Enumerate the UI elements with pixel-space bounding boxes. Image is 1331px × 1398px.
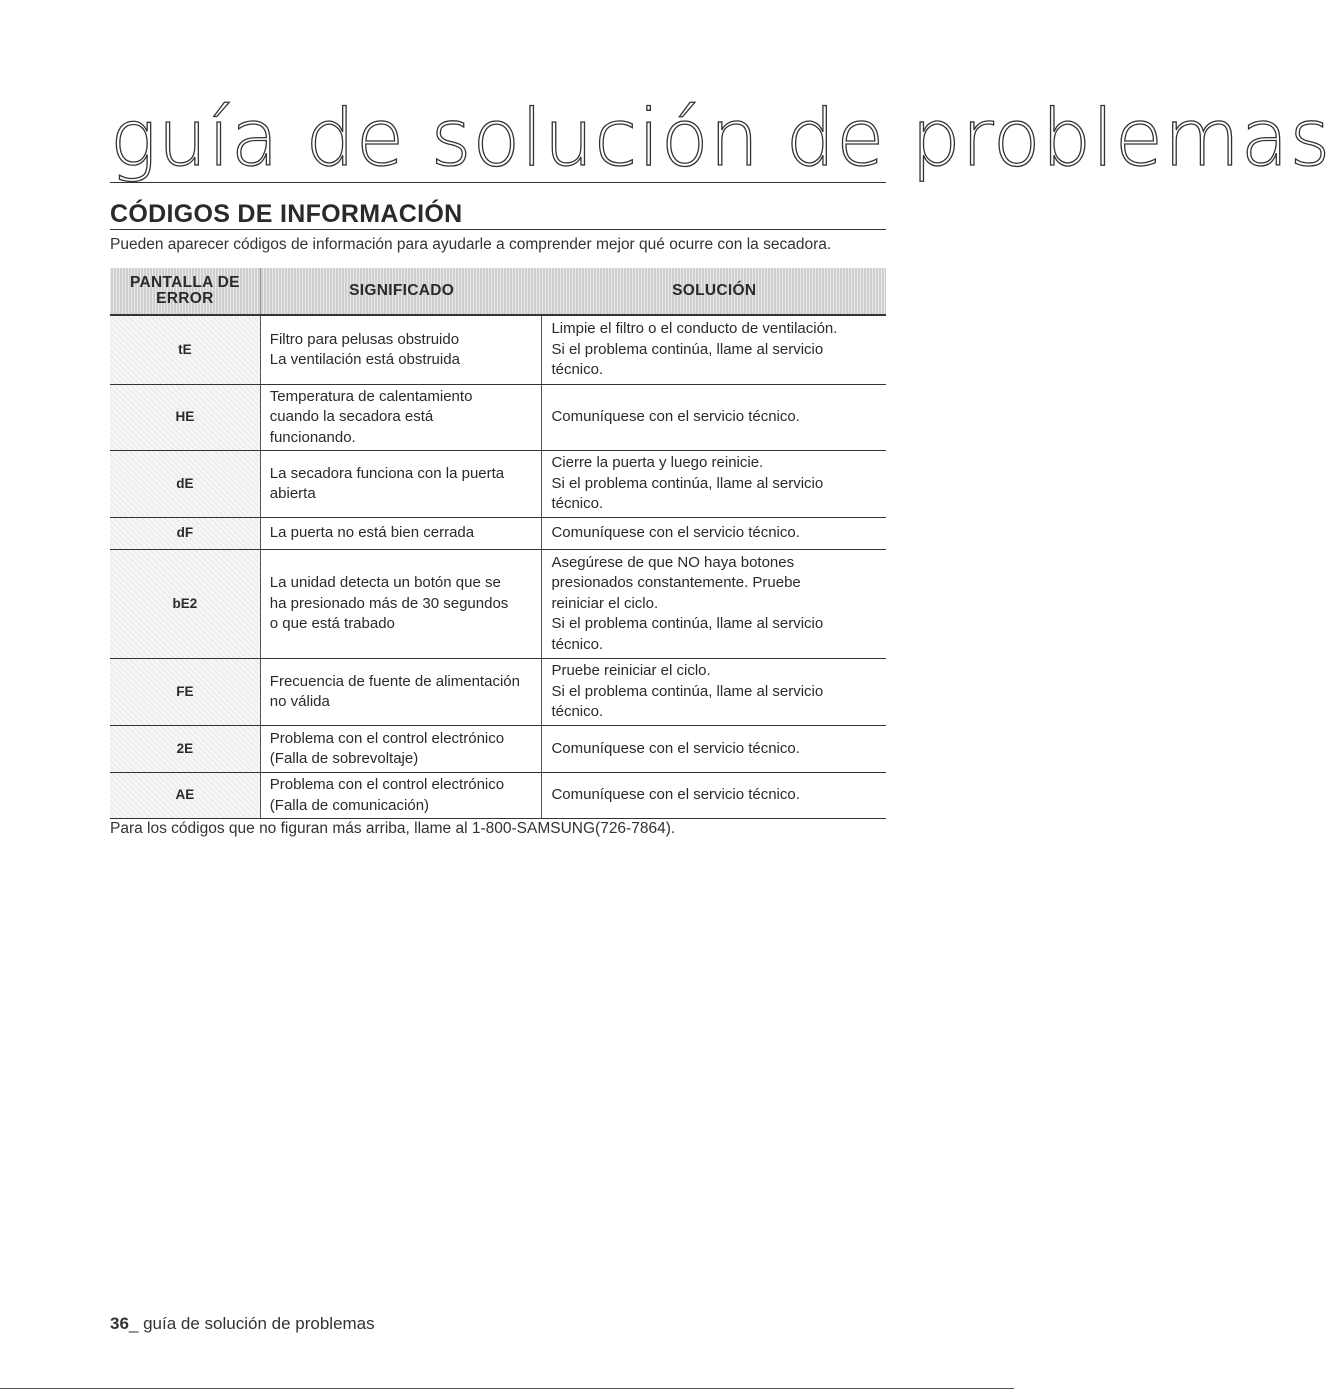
table-header xyxy=(110,268,886,316)
meaning-cell-line: ha presionado más de 30 segundos xyxy=(269,594,509,612)
title-underline xyxy=(110,182,886,183)
meaning-cell-line: abierta xyxy=(269,485,316,502)
solution-cell-line: Si el problema continúa, llame al servicio xyxy=(551,474,824,492)
solution-cell-line: Pruebe reiniciar el ciclo. xyxy=(551,662,711,680)
solution-cell xyxy=(542,518,886,549)
error-code-cell: AE xyxy=(110,773,261,818)
error-code-cell: dF xyxy=(110,518,261,549)
footer-label: _ guía de solución de problemas xyxy=(128,1314,375,1333)
meaning-cell-line: Problema con el control electrónico xyxy=(269,729,505,747)
error-code-table xyxy=(110,268,886,819)
solution-cell xyxy=(542,451,886,517)
meaning-cell-line: no válida xyxy=(269,693,330,710)
solution-cell-line: técnico. xyxy=(551,703,604,721)
table-row xyxy=(110,316,886,385)
solution-cell xyxy=(542,550,886,658)
header-code xyxy=(110,268,261,314)
solution-cell-line: Si el problema continúa, llame al servicio xyxy=(551,615,824,633)
error-code-cell: bE2 xyxy=(110,550,261,658)
solution-cell-line: técnico. xyxy=(551,635,604,653)
table-row xyxy=(110,451,886,518)
table-row xyxy=(110,518,886,550)
meaning-cell xyxy=(261,659,543,725)
solution-cell xyxy=(542,385,886,450)
solution-cell-line: Asegúrese de que NO haya botones xyxy=(551,553,795,571)
meaning-cell-line: Filtro para pelusas obstruido xyxy=(269,330,460,348)
meaning-cell-line: La unidad detecta un botón que se xyxy=(269,574,501,592)
meaning-cell-line: Frecuencia de fuente de alimentación xyxy=(269,672,520,690)
error-code-cell: HE xyxy=(110,385,261,450)
solution-cell-line: Comuníquese con el servicio técnico. xyxy=(551,524,800,542)
meaning-cell xyxy=(261,518,543,549)
table-body xyxy=(110,316,886,819)
meaning-cell-line: (Falla de comunicación) xyxy=(269,796,430,814)
meaning-cell xyxy=(261,385,543,450)
table-row xyxy=(110,773,886,819)
solution-cell-line: Si el problema continúa, llame al servicio xyxy=(551,682,824,700)
meaning-cell-line: La ventilación está obstruida xyxy=(269,351,460,368)
header-code-line: PANTALLA DE xyxy=(130,273,240,291)
header-solution: SOLUCIÓN xyxy=(672,281,757,299)
solution-cell-line: Limpie el filtro o el conducto de ventilación. xyxy=(551,320,838,338)
solution-cell xyxy=(542,316,886,384)
solution-cell-line: técnico. xyxy=(551,495,604,513)
solution-cell-line: Comuníquese con el servicio técnico. xyxy=(551,739,800,757)
solution-cell-line: Cierre la puerta y luego reinicie. xyxy=(551,454,764,472)
bottom-rule xyxy=(0,1388,1014,1389)
meaning-cell xyxy=(261,726,543,772)
meaning-cell xyxy=(261,451,543,517)
meaning-cell-line: (Falla de sobrevoltaje) xyxy=(269,750,419,767)
intro-text: Pueden aparecer códigos de información para ayudarle a comprender mejor qué ocurre con la secadora. xyxy=(110,236,832,253)
solution-cell-line: presionados constantemente. Pruebe xyxy=(551,574,801,592)
error-code-cell: tE xyxy=(110,316,261,384)
error-code-cell: 2E xyxy=(110,726,261,772)
meaning-cell-line: o que está trabado xyxy=(269,615,395,633)
meaning-cell-line: Temperatura de calentamiento xyxy=(269,387,473,405)
meaning-cell xyxy=(261,773,543,818)
meaning-cell-line: Problema con el control electrónico xyxy=(269,776,505,793)
error-code-cell: FE xyxy=(110,659,261,725)
solution-cell xyxy=(542,726,886,772)
solution-cell-line: Comuníquese con el servicio técnico. xyxy=(551,786,800,804)
header-code-line: ERROR xyxy=(156,290,214,307)
footnote: Para los códigos que no figuran más arriba, llame al 1-800-SAMSUNG(726-7864). xyxy=(110,820,676,837)
solution-cell-line: técnico. xyxy=(551,361,604,379)
solution-cell xyxy=(542,659,886,725)
header-meaning: SIGNIFICADO xyxy=(349,281,455,299)
meaning-cell xyxy=(261,316,543,384)
meaning-cell-line: funcionando. xyxy=(269,428,356,446)
table-row xyxy=(110,659,886,726)
error-code-cell: dE xyxy=(110,451,261,517)
page-footer xyxy=(110,1314,375,1334)
meaning-cell-line: La puerta no está bien cerrada xyxy=(269,524,475,542)
table-row xyxy=(110,385,886,451)
solution-cell xyxy=(542,773,886,818)
meaning-cell-line: La secadora funciona con la puerta xyxy=(269,464,505,482)
table-row xyxy=(110,550,886,659)
meaning-cell-line: cuando la secadora está xyxy=(269,408,434,426)
section-divider xyxy=(110,229,886,230)
solution-cell-line: Comuníquese con el servicio técnico. xyxy=(551,408,800,426)
page-title: guía de solución de problemas xyxy=(110,94,1331,184)
meaning-cell xyxy=(261,550,543,658)
section-heading: CÓDIGOS DE INFORMACIÓN xyxy=(110,200,463,228)
solution-cell-line: Si el problema continúa, llame al servicio xyxy=(551,340,824,358)
table-row xyxy=(110,726,886,773)
page-number: 36 xyxy=(110,1314,129,1333)
solution-cell-line: reiniciar el ciclo. xyxy=(551,594,659,612)
